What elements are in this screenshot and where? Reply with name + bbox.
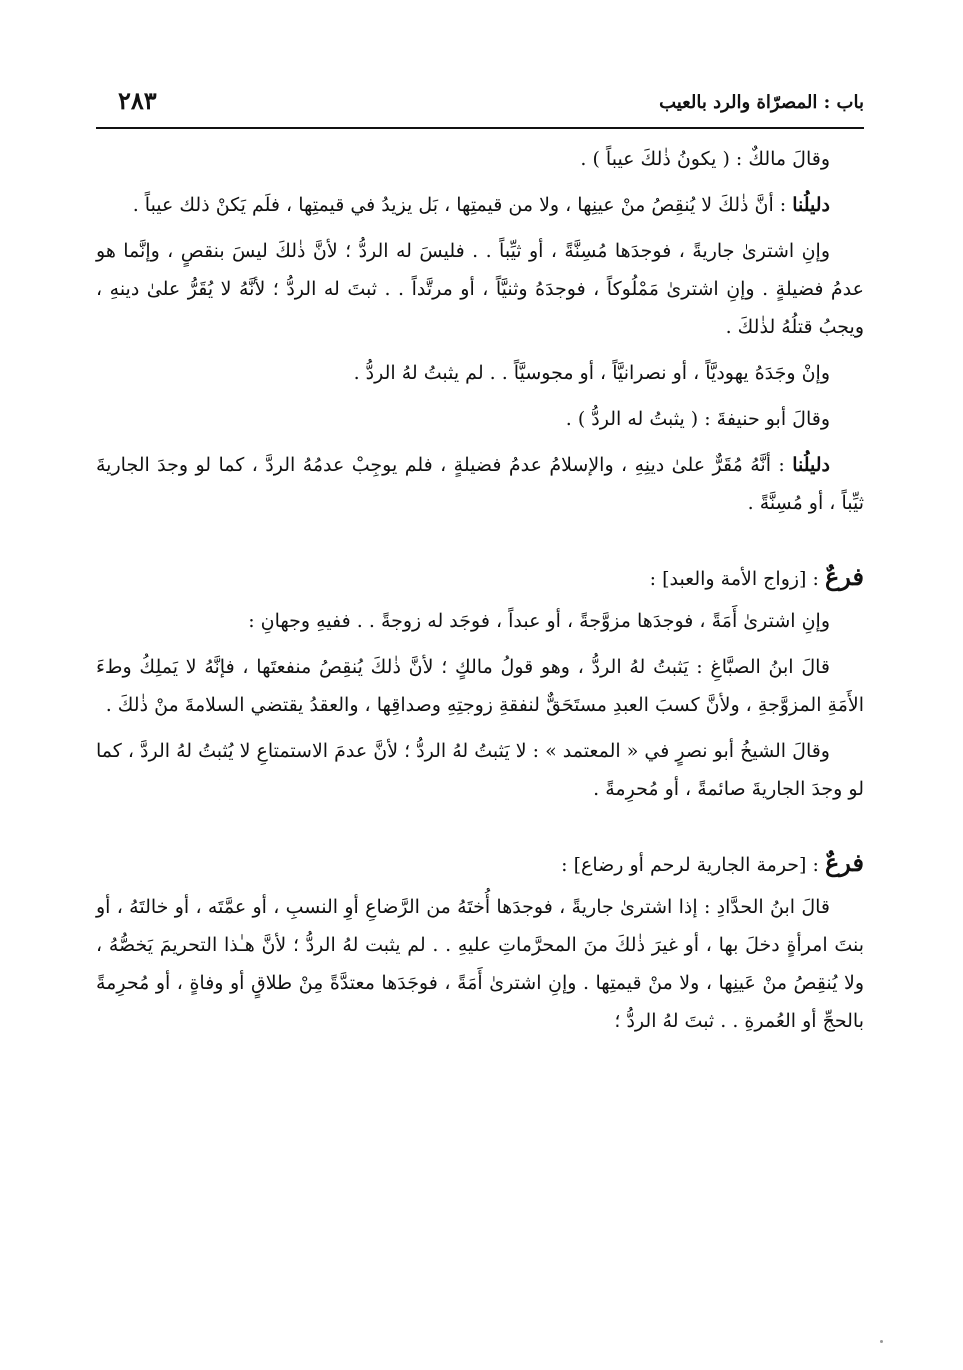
paragraph: وإنِ اشترىٰ أَمَةً ، فوجدَها مزوَّجةً ، أو عبداً ، فوجَد له زوجةً . . ففيهِ وجهانِ :: [248, 610, 830, 632]
paragraph: دليلُنا : أنَّهُ مُقَرٌّ علىٰ دينِهِ ، والإسلامُ عدمُ فضيلةٍ ، فلم يوجِبْ عدمُهُ الردَّ ، كما لو وجدَ الجاريةَ ثيِّباً ، أو مُسِنَّةً .: [96, 454, 864, 514]
branch-word: فرعٌ: [824, 562, 864, 591]
paragraph: وقالَ مالكٌ : ( يكونُ ذٰلكَ عيباً ) .: [580, 148, 830, 170]
paragraph: دليلُنا : أنَّ ذٰلكَ لا يُنقِصُ منْ عينِها ، ولا من قيمتِها ، بَل يزيدُ في قيمتِها ، فلَم يَكنْ ذلك عيباً .: [132, 194, 830, 216]
paragraph: قالَ ابنُ الصبَّاغِ : يَثبتُ لهُ الردُّ ، وهو قولُ مالكٍ ؛ لأنَّ ذٰلكَ يُنقِصُ منفعتَها ، فإنَّهُ لا يَملِكُ وطءَ الأَمَةِ المزوَّجةِ ، ولأنَّ كسبَ العبدِ مستَحَقٌّ لنفقةِ زوجتِهِ وصداقِها ، والعقدُ يقتضي السلامةَ منْ ذٰلكَ .: [96, 656, 864, 716]
scan-speck: [880, 1340, 883, 1343]
section-heading: [96, 844, 864, 884]
paragraph: قالَ ابنُ الحدَّادِ : إذا اشترىٰ جاريةً ، فوجدَها أُختَهُ من الرَّضاعِ أوِ النسبِ ، أو عمَّتَه ، أو خالتَهُ ، أو بنتَ امرأةٍ دخلَ بها ، أو غيرَ ذٰلكَ منَ المحرَّماتِ عليهِ . . لم يثبت لهُ الردُّ ؛ لأنَّ هـٰذا التحريمَ يَخصُّهُ ، ولا يُنقِصُ منْ عَينِها ، ولا منْ قيمتِها . وإنِ اشترىٰ أَمَةً ، فوجَدَها معتدَّةً مِنْ طلاقٍ أو وفاةٍ ، أو مُحرِمةً بالحجِّ أو العُمرةِ . . ثبتَ لهُ الردُّ ؛: [96, 896, 864, 1032]
section-title: : [حرمة الجارية لرحم أو رضاع] :: [561, 854, 825, 876]
paragraph: وإنْ وجَدَهُ يهوديَّاً ، أو نصرانيَّاً ، أو مجوسيَّاً . . لم يثبتُ لهُ الردُّ .: [353, 362, 830, 384]
page-header: [96, 86, 864, 120]
page-number: ٢٨٣: [118, 86, 157, 115]
paragraph: وقالَ أبو حنيفةَ : ( يثبتُ له الردُّ ) .: [565, 408, 830, 430]
paragraph: وإنِ اشترىٰ جاريةً ، فوجدَها مُسِنَّةً ، أو ثيِّباً . . فليسَ له الردُّ ؛ لأنَّ ذٰلكَ ليسَ بنقصٍ ، وإنَّما هو عدمُ فضيلةٍ . وإنِ اشترىٰ مَمْلُوكاً ، فوجدَهُ وثنيَّاً ، أو مرتَّداً . . ثبتَ له الردُّ ؛ لأنَّهُ لا يُقَرُّ علىٰ دينهِ ، ويجبُ قتلُهُ لذٰلكَ .: [96, 240, 864, 338]
running-title: باب : المصرّاة والرد بالعيب: [659, 92, 864, 113]
page-body: [96, 140, 864, 1048]
paragraph: وقالَ الشيخُ أبو نصرٍ في « المعتمد » : لا يَثبتُ لهُ الردُّ ؛ لأنَّ عدمَ الاستمتاعِ لا يُثبتُ لهُ الردَّ ، كما لو وجدَ الجاريةَ صائمةً ، أو مُحرِمةً .: [96, 740, 864, 800]
lead-word: دليلُنا: [792, 194, 830, 216]
section-title: : [زواج الأمة والعبد] :: [649, 568, 825, 590]
lead-word: دليلُنا: [792, 454, 830, 476]
section-heading: [96, 558, 864, 598]
header-rule: [96, 127, 864, 129]
branch-word: فرعٌ: [824, 848, 864, 877]
